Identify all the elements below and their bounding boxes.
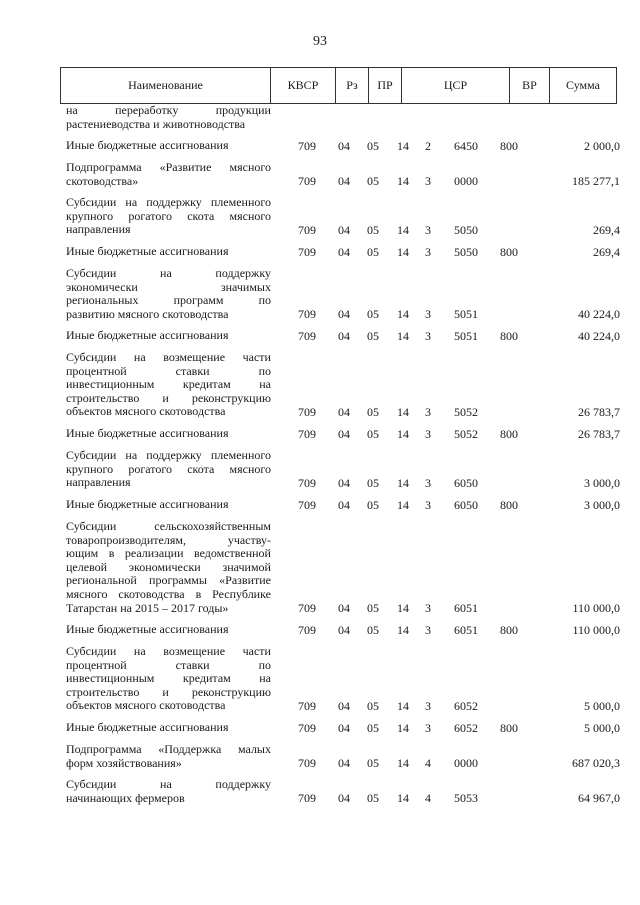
row-csr-code: 6051: [454, 623, 478, 637]
row-kvsr: 709: [298, 427, 316, 441]
row-sum: 64 967,0: [578, 791, 620, 805]
row-rz: 04: [338, 601, 350, 615]
row-sum: 185 277,1: [572, 174, 620, 188]
row-csr-code: 6050: [454, 498, 478, 512]
row-csr-subprogram: 3: [425, 498, 431, 512]
row-sum: 40 224,0: [578, 329, 620, 343]
row-sum: 3 000,0: [584, 476, 620, 490]
row-pr: 05: [367, 756, 379, 770]
row-name-line: направления: [66, 222, 131, 237]
row-rz: 04: [338, 756, 350, 770]
row-csr-program: 14: [397, 791, 409, 805]
row-csr-code: 5052: [454, 405, 478, 419]
row-name: [66, 645, 271, 713]
row-csr-code: 6050: [454, 476, 478, 490]
row-csr-program: 14: [397, 756, 409, 770]
row-name-line: Иные бюджетные ассигнования: [66, 138, 229, 152]
row-rz: 04: [338, 174, 350, 188]
table-row: [0, 520, 640, 615]
row-pr: 05: [367, 329, 379, 343]
table-row: [0, 778, 640, 805]
row-name: [66, 743, 271, 770]
row-kvsr: 709: [298, 791, 316, 805]
row-pr: 05: [367, 601, 379, 615]
row-name-line: Субсидии на возмещение части: [66, 350, 271, 364]
row-csr-subprogram: 3: [425, 405, 431, 419]
row-name-line: скотоводства»: [66, 173, 139, 188]
table-row: [0, 351, 640, 419]
row-pr: 05: [367, 223, 379, 237]
header-sum: Сумма: [566, 78, 600, 92]
row-rz: 04: [338, 498, 350, 512]
row-sum: 26 783,7: [578, 405, 620, 419]
table-row: [0, 196, 640, 237]
row-pr: 05: [367, 139, 379, 153]
table-row: [0, 427, 640, 441]
row-pr: 05: [367, 427, 379, 441]
row-csr-program: 14: [397, 427, 409, 441]
row-name: [66, 520, 271, 615]
row-vr: 800: [500, 329, 518, 343]
table-row: [0, 329, 640, 343]
row-csr-code: 5053: [454, 791, 478, 805]
row-name-line: крупного рогатого скота мясного: [66, 208, 271, 223]
row-name: [66, 778, 271, 805]
row-csr-code: 6052: [454, 721, 478, 735]
row-name-line: объектов мясного скотоводства: [66, 698, 226, 713]
row-kvsr: 709: [298, 329, 316, 343]
row-name-line: мясного скотоводства в Республике: [66, 586, 271, 601]
table-row: [0, 623, 640, 637]
row-name-line: начинающих фермеров: [66, 790, 185, 805]
row-csr-code: 5050: [454, 223, 478, 237]
page-number: 93: [313, 34, 327, 49]
row-kvsr: 709: [298, 223, 316, 237]
row-name-line: форм хозяйствования»: [66, 755, 182, 770]
row-csr-code: 5052: [454, 427, 478, 441]
row-name-line: на переработку продукции: [66, 103, 271, 117]
row-name: [66, 721, 271, 735]
row-pr: 05: [367, 721, 379, 735]
row-kvsr: 709: [298, 623, 316, 637]
row-kvsr: 709: [298, 699, 316, 713]
row-name-line: инвестиционным кредитам на: [66, 671, 271, 686]
row-vr: 800: [500, 245, 518, 259]
table-row: [0, 743, 640, 770]
row-name-line: развитию мясного скотоводства: [66, 306, 229, 321]
row-csr-program: 14: [397, 699, 409, 713]
row-pr: 05: [367, 405, 379, 419]
table-row: [0, 498, 640, 512]
header-pr: ПР: [369, 68, 402, 103]
row-sum: 5 000,0: [584, 721, 620, 735]
table-row: [0, 161, 640, 188]
row-sum: 687 020,3: [572, 756, 620, 770]
row-kvsr: 709: [298, 756, 316, 770]
row-csr-program: 14: [397, 721, 409, 735]
row-csr-program: 14: [397, 498, 409, 512]
row-name-line: крупного рогатого скота мясного: [66, 461, 271, 476]
row-name-line: целевой экономически значимой: [66, 559, 271, 574]
row-csr-subprogram: 3: [425, 476, 431, 490]
row-name-line: направления: [66, 475, 131, 490]
row-name-line: ющим в реализации ведомственной: [66, 546, 271, 561]
row-pr: 05: [367, 699, 379, 713]
table-row: [0, 645, 640, 713]
row-name: [66, 196, 271, 237]
row-rz: 04: [338, 721, 350, 735]
row-name: [66, 161, 271, 188]
row-pr: 05: [367, 476, 379, 490]
row-sum: 269,4: [593, 245, 620, 259]
row-name-line: Субсидии на поддержку: [66, 266, 271, 280]
row-kvsr: 709: [298, 139, 316, 153]
row-name-line: процентной ставки по: [66, 657, 271, 672]
row-kvsr: 709: [298, 476, 316, 490]
table-row: [0, 721, 640, 735]
row-sum: 110 000,0: [572, 601, 620, 615]
row-vr: 800: [500, 139, 518, 153]
row-name-line: строительство и реконструкцию: [66, 390, 271, 405]
row-csr-subprogram: 3: [425, 174, 431, 188]
row-kvsr: 709: [298, 498, 316, 512]
row-name-line: Иные бюджетные ассигнования: [66, 720, 229, 734]
row-name-line: Субсидии на возмещение части: [66, 644, 271, 658]
row-name: [66, 427, 271, 441]
row-rz: 04: [338, 223, 350, 237]
header-name: Наименование: [61, 68, 271, 103]
row-vr: 800: [500, 721, 518, 735]
header-vr: ВР: [510, 68, 550, 103]
row-rz: 04: [338, 427, 350, 441]
row-sum: 2 000,0: [584, 139, 620, 153]
row-rz: 04: [338, 623, 350, 637]
table-row: [0, 139, 640, 153]
row-vr: 800: [500, 498, 518, 512]
row-pr: 05: [367, 174, 379, 188]
row-name-line: Субсидии сельскохозяйственным: [66, 519, 271, 533]
row-csr-subprogram: 3: [425, 307, 431, 321]
row-name-line: Иные бюджетные ассигнования: [66, 497, 229, 511]
row-csr-subprogram: 3: [425, 329, 431, 343]
row-csr-program: 14: [397, 476, 409, 490]
row-name-line: Субсидии на поддержку: [66, 777, 271, 791]
table-row: [0, 104, 640, 131]
row-csr-subprogram: 3: [425, 699, 431, 713]
row-csr-code: 6052: [454, 699, 478, 713]
row-csr-code: 5051: [454, 329, 478, 343]
row-csr-subprogram: 4: [425, 791, 431, 805]
row-name-line: Иные бюджетные ассигнования: [66, 244, 229, 258]
row-kvsr: 709: [298, 245, 316, 259]
row-name-line: строительство и реконструкцию: [66, 684, 271, 699]
row-rz: 04: [338, 307, 350, 321]
row-csr-subprogram: 3: [425, 245, 431, 259]
row-kvsr: 709: [298, 307, 316, 321]
header-rz: Рз: [336, 68, 369, 103]
row-csr-program: 14: [397, 223, 409, 237]
row-name: [66, 449, 271, 490]
header-kvsr: КВСР: [271, 68, 336, 103]
row-name-line: Субсидии на поддержку племенного: [66, 448, 271, 462]
row-csr-program: 14: [397, 623, 409, 637]
row-name-line: объектов мясного скотоводства: [66, 404, 226, 419]
row-csr-subprogram: 3: [425, 427, 431, 441]
row-csr-code: 5051: [454, 307, 478, 321]
row-kvsr: 709: [298, 601, 316, 615]
row-pr: 05: [367, 498, 379, 512]
row-sum: 3 000,0: [584, 498, 620, 512]
row-name-line: Иные бюджетные ассигнования: [66, 426, 229, 440]
row-csr-code: 0000: [454, 174, 478, 188]
table-row: [0, 449, 640, 490]
row-rz: 04: [338, 699, 350, 713]
row-csr-subprogram: 3: [425, 623, 431, 637]
row-name-line: Татарстан на 2015 – 2017 годы»: [66, 600, 229, 615]
row-pr: 05: [367, 623, 379, 637]
row-rz: 04: [338, 245, 350, 259]
row-kvsr: 709: [298, 721, 316, 735]
row-sum: 40 224,0: [578, 307, 620, 321]
row-name-line: региональных программ по: [66, 293, 271, 308]
row-sum: 26 783,7: [578, 427, 620, 441]
row-name: [66, 498, 271, 512]
row-vr: 800: [500, 427, 518, 441]
row-csr-program: 14: [397, 139, 409, 153]
row-name: [66, 267, 271, 321]
row-vr: 800: [500, 623, 518, 637]
row-csr-program: 14: [397, 329, 409, 343]
row-name-line: растениеводства и животноводства: [66, 116, 246, 131]
row-pr: 05: [367, 791, 379, 805]
row-pr: 05: [367, 307, 379, 321]
row-sum: 5 000,0: [584, 699, 620, 713]
table-header: [60, 67, 617, 104]
row-csr-code: 0000: [454, 756, 478, 770]
row-name-line: Подпрограмма «Поддержка малых: [66, 742, 271, 756]
row-name: [66, 351, 271, 419]
row-csr-program: 14: [397, 307, 409, 321]
row-csr-program: 14: [397, 174, 409, 188]
table-row: [0, 267, 640, 321]
row-csr-subprogram: 2: [425, 139, 431, 153]
row-sum: 269,4: [593, 223, 620, 237]
row-sum: 110 000,0: [572, 623, 620, 637]
row-name-line: экономически значимых: [66, 279, 271, 294]
row-rz: 04: [338, 139, 350, 153]
row-name: [66, 623, 271, 637]
row-rz: 04: [338, 791, 350, 805]
row-csr-code: 5050: [454, 245, 478, 259]
row-name-line: Подпрограмма «Развитие мясного: [66, 160, 271, 174]
row-csr-program: 14: [397, 405, 409, 419]
row-csr-code: 6450: [454, 139, 478, 153]
row-csr-program: 14: [397, 245, 409, 259]
row-name: [66, 139, 271, 153]
row-name-line: Иные бюджетные ассигнования: [66, 328, 229, 342]
header-csr: ЦСР: [402, 68, 510, 103]
row-name-line: инвестиционным кредитам на: [66, 377, 271, 392]
row-pr: 05: [367, 245, 379, 259]
row-rz: 04: [338, 329, 350, 343]
row-kvsr: 709: [298, 405, 316, 419]
row-csr-code: 6051: [454, 601, 478, 615]
row-csr-subprogram: 4: [425, 756, 431, 770]
row-rz: 04: [338, 476, 350, 490]
row-name-line: Иные бюджетные ассигнования: [66, 622, 229, 636]
row-name-line: региональной программы «Развитие: [66, 573, 271, 588]
row-csr-program: 14: [397, 601, 409, 615]
row-name-line: Субсидии на поддержку племенного: [66, 195, 271, 209]
row-kvsr: 709: [298, 174, 316, 188]
table-row: [0, 245, 640, 259]
row-name: [66, 245, 271, 259]
row-name: [66, 104, 271, 131]
row-name-line: процентной ставки по: [66, 363, 271, 378]
row-csr-subprogram: 3: [425, 601, 431, 615]
row-csr-subprogram: 3: [425, 721, 431, 735]
row-name: [66, 329, 271, 343]
row-rz: 04: [338, 405, 350, 419]
row-csr-subprogram: 3: [425, 223, 431, 237]
row-name-line: товаропроизводителям, участву-: [66, 532, 271, 547]
